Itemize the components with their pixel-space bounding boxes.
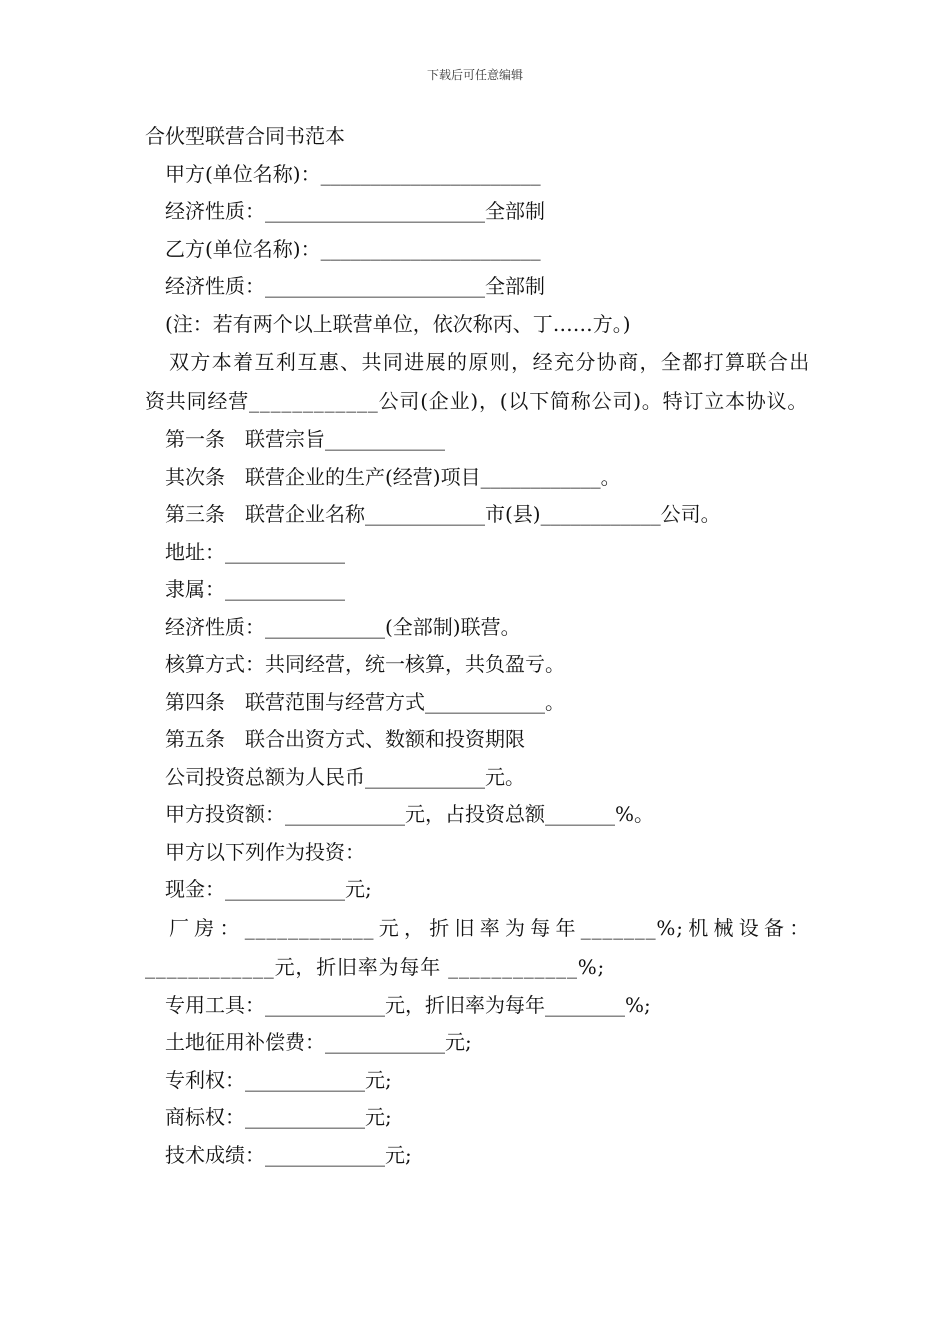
party-a-investment-line: 甲方投资额：____________元，占投资总额_______%。 xyxy=(165,802,655,826)
technology-line: 技术成绩：____________元; xyxy=(165,1142,412,1167)
party-a-nature-line: 经济性质：______________________全部制 xyxy=(165,199,545,223)
party-b-name-line: 乙方(单位名称)：______________________ xyxy=(165,236,541,261)
address-line: 地址：____________ xyxy=(165,539,345,564)
total-investment-line: 公司投资总额为人民币____________元。 xyxy=(165,764,525,789)
party-b-nature-line: 经济性质：______________________全部制 xyxy=(165,274,545,298)
article-3-line: 第三条 联营企业名称____________市(县)____________公司。 xyxy=(165,502,721,526)
economic-nature-line: 经济性质：____________(全部制)联营。 xyxy=(165,614,521,639)
affiliation-line: 隶属：____________ xyxy=(165,577,345,601)
special-tools-line: 专用工具：____________元，折旧率为每年________%; xyxy=(165,992,651,1017)
article-5-line: 第五条 联合出资方式、数额和投资期限 xyxy=(165,727,525,751)
intro-paragraph: 双方本着互利互惠、共同进展的原则，经充分协商，全都打算联合出资共同经营____________公司(企业)，(以下简称公司)。特订立本协议。 xyxy=(145,350,810,413)
accounting-method-line: 核算方式：共同经营，统一核算，共负盈亏。 xyxy=(165,652,565,676)
cash-line: 现金：____________元; xyxy=(165,877,372,901)
document-title: 合伙型联营合同书范本 xyxy=(145,124,345,148)
note-line: (注：若有两个以上联营单位，依次称丙、丁……方。) xyxy=(165,311,631,336)
document-body xyxy=(145,118,810,1174)
land-compensation-line: 土地征用补偿费：____________元; xyxy=(165,1030,472,1054)
plant-machinery-paragraph: 厂房：____________元，折旧率为每年_______%;机械设备：____________元，折旧率为每年 ____________%; xyxy=(145,915,810,979)
trademark-line: 商标权：____________元; xyxy=(165,1105,392,1129)
party-a-name-line: 甲方(单位名称)：______________________ xyxy=(165,161,541,186)
article-2-line: 其次条 联营企业的生产(经营)项目____________。 xyxy=(165,464,621,489)
page-header-note: 下载后可任意编辑 xyxy=(426,68,523,82)
article-1-line: 第一条 联营宗旨____________ xyxy=(165,427,445,451)
article-4-line: 第四条 联营范围与经营方式____________。 xyxy=(165,689,565,714)
party-a-investment-items-line: 甲方以下列作为投资： xyxy=(165,839,365,864)
patent-line: 专利权：____________元; xyxy=(165,1067,392,1092)
